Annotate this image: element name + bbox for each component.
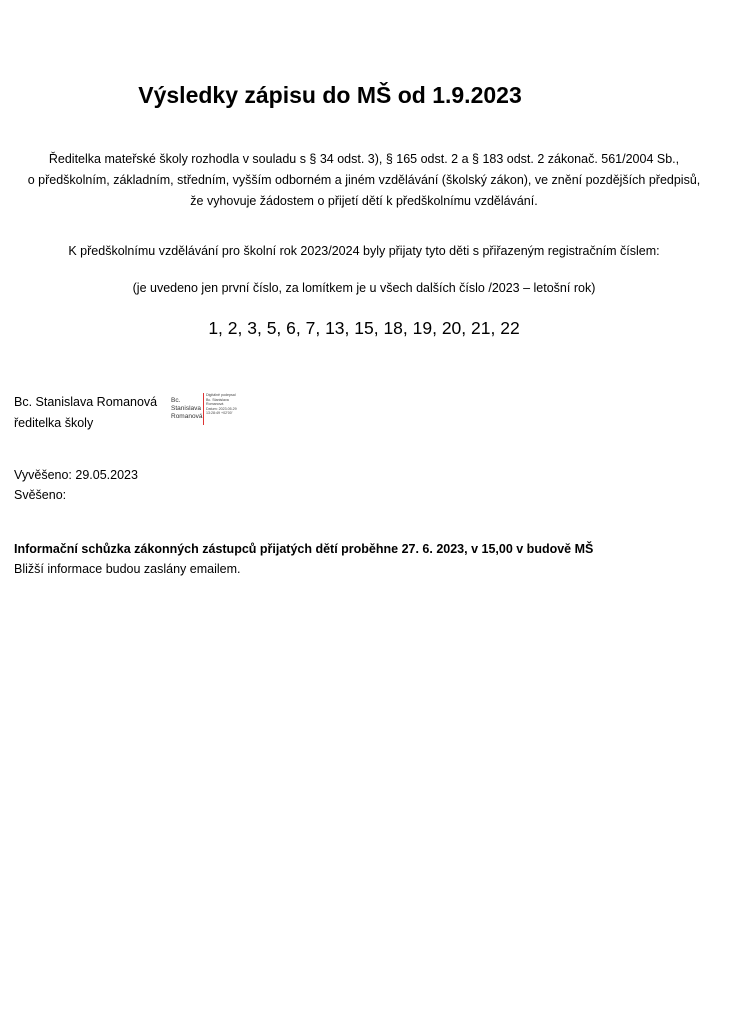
document-title: Výsledky zápisu do MŠ od 1.9.2023 — [138, 82, 522, 108]
intro-line: že vyhovuje žádostem o přijetí dětí k předškolnímu vzdělávání. — [190, 194, 538, 208]
admission-line: K předškolnímu vzdělávání pro školní rok 2023/2024 byly přijaty tyto děti s přiřazeným registračním číslem: — [68, 244, 660, 258]
registration-numbers: 1, 2, 3, 5, 6, 7, 13, 15, 18, 19, 20, 21, 22 — [208, 318, 520, 338]
removed-date: Svěšeno: — [14, 488, 67, 502]
digital-signature-stamp — [171, 393, 241, 429]
meeting-email-note: Bližší informace budou zaslány emailem. — [14, 562, 241, 576]
intro-line: o předškolním, základním, středním, vyšším odborném a jiném vzdělávání (školský zákon), ve znění pozdějších předpisů, — [27, 173, 701, 187]
meeting-info — [14, 539, 593, 579]
note-line: (je uvedeno jen první číslo, za lomítkem je u všech dalších číslo /2023 – letošní rok) — [132, 281, 596, 295]
digital-signature-meta-line: Digitálně podepsal — [206, 393, 236, 397]
digital-signature-name-line: Stanislava — [171, 405, 201, 412]
digital-signature-name-line: Romanová — [171, 413, 203, 420]
posted-date: Vyvěšeno: 29.05.2023 — [14, 468, 138, 482]
digital-signature-meta — [206, 393, 240, 416]
posting-info — [14, 465, 138, 505]
signature-block — [14, 392, 157, 434]
intro-paragraph — [0, 149, 728, 212]
digital-signature-meta-line: Romanová — [206, 402, 224, 407]
signatory-name: Bc. Stanislava Romanová — [14, 395, 158, 409]
digital-signature-name-line: Bc. — [171, 397, 181, 404]
intro-line: Ředitelka mateřské školy rozhodla v souladu s § 34 odst. 3), § 165 odst. 2 a § 183 odst. 2 zákonač. 561/2004 Sb., — [48, 152, 680, 166]
signatory-role: ředitelka školy — [14, 416, 94, 430]
digital-signature-meta-line: Bc. Stanislava — [206, 397, 229, 402]
digital-signature-divider — [203, 393, 204, 425]
digital-signature-meta-line: Datum: 2023.05.29 — [206, 406, 237, 411]
meeting-announcement: Informační schůzka zákonných zástupců přijatých dětí proběhne 27. 6. 2023, v 15,00 v budově MŠ — [14, 542, 594, 556]
digital-signature-name — [171, 393, 201, 421]
digital-signature-meta-line: 13:28:49 +02'00' — [206, 411, 233, 416]
